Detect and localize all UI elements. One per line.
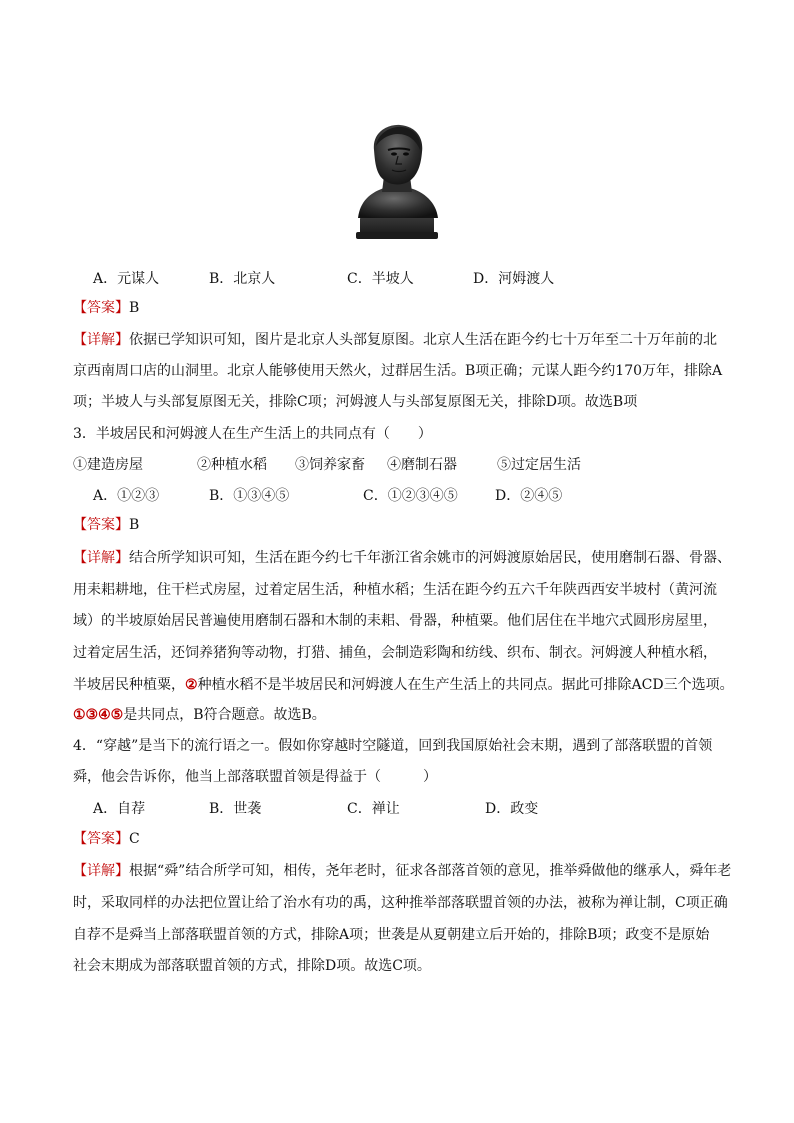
q4-detail-line-1: 【详解】根据“舜”结合所学可知，相传，尧年老时，征求各部落首领的意见，推举舜做他的继承人，舜年老	[73, 863, 732, 879]
detail-label: 【详解】	[73, 863, 129, 879]
q4-answer	[73, 830, 140, 848]
q4-stem-line-1: 4．“穿越”是当下的流行语之一。假如你穿越时空隧道，回到我国原始社会末期，遇到了部落联盟的首领	[73, 738, 713, 754]
q3-option-b: B．①③④⑤	[209, 488, 290, 504]
q3-detail-line-1: 【详解】结合所学知识可知，生活在距今约七千年浙江省余姚市的河姆渡原始居民，使用磨制石器、骨器、	[73, 550, 731, 566]
q4-stem-line-2: 舜，他会告诉你，他当上部落联盟首领是得益于（ ）	[73, 769, 437, 785]
detail-label: 【详解】	[73, 550, 129, 566]
q3-option-a: A．①②③	[93, 488, 160, 504]
q3-item-1: ①建造房屋	[73, 457, 143, 473]
answer-value: B	[129, 517, 140, 533]
q2-detail-line-2: 京西南周口店的山洞里。北京人能够使用天然火，过群居生活。B项正确；元谋人距今约170万年，排除A	[73, 363, 723, 379]
q3-detail-line-2: 用耒耜耕地，住干栏式房屋，过着定居生活，种植水稻；生活在距今约五六千年陕西西安半坡村（黄河流	[73, 582, 717, 598]
detail-label: 【详解】	[73, 332, 129, 348]
q3-detail-line-3: 域）的半坡原始居民普遍使用磨制石器和木制的耒耜、骨器，种植粟。他们居住在半地穴式圆形房屋里，	[73, 613, 717, 629]
peking-man-bust-image	[348, 120, 446, 240]
q2-detail-line-3: 项；半坡人与头部复原图无关，排除C项；河姆渡人与头部复原图无关，排除D项。故选B项	[73, 394, 638, 410]
answer-value: B	[129, 300, 140, 316]
q2-detail-line-1: 【详解】依据已学知识可知，图片是北京人头部复原图。北京人生活在距今约七十万年至二十万年前的北	[73, 332, 717, 348]
q3-stem: 3．半坡居民和河姆渡人在生产生活上的共同点有（ ）	[73, 426, 432, 442]
q4-detail-line-3: 自荐不是舜当上部落联盟首领的方式，排除A项；世袭是从夏朝建立后开始的，排除B项；政变不是原始	[73, 927, 710, 943]
q2-option-a: A．元谋人	[93, 271, 160, 287]
answer-label: 【答案】	[73, 831, 129, 847]
q3-detail-line-5: 半坡居民种植粟，②种植水稻不是半坡居民和河姆渡人在生产生活上的共同点。据此可排除ACD三个选项。	[73, 677, 734, 693]
q3-option-c: C．①②③④⑤	[363, 488, 458, 504]
answer-label: 【答案】	[73, 300, 129, 316]
q4-detail-line-4: 社会末期成为部落联盟首领的方式，排除D项。故选C项。	[73, 958, 431, 974]
q4-option-c: C．禅让	[347, 801, 400, 817]
circled-numbers: ①③④⑤	[73, 707, 124, 723]
q3-item-2: ②种植水稻	[197, 457, 267, 473]
circled-number: ②	[185, 677, 198, 693]
q3-option-d: D．②④⑤	[495, 488, 563, 504]
q2-option-b: B．北京人	[209, 271, 276, 287]
q4-detail-line-2: 时，采取同样的办法把位置让给了治水有功的禹，这种推举部落联盟首领的办法，被称为禅让制，C项正确	[73, 895, 728, 911]
q3-item-4: ④磨制石器	[387, 457, 457, 473]
q4-option-a: A．自荐	[93, 801, 146, 817]
answer-label: 【答案】	[73, 517, 129, 533]
q4-option-d: D．政变	[485, 801, 539, 817]
q3-detail-line-6: ①③④⑤是共同点，B符合题意。故选B。	[73, 707, 326, 723]
q2-option-c: C．半坡人	[347, 271, 414, 287]
q2-option-d: D．河姆渡人	[473, 271, 555, 287]
q3-item-5: ⑤过定居生活	[497, 457, 581, 473]
q2-answer	[73, 299, 139, 317]
q3-answer	[73, 516, 139, 534]
answer-value: C	[129, 831, 140, 847]
q4-option-b: B．世袭	[209, 801, 262, 817]
q3-item-3: ③饲养家畜	[295, 457, 365, 473]
q3-detail-line-4: 过着定居生活，还饲养猪狗等动物，打猎、捕鱼，会制造彩陶和纺线、织布、制衣。河姆渡人种植水稻，	[73, 645, 717, 661]
